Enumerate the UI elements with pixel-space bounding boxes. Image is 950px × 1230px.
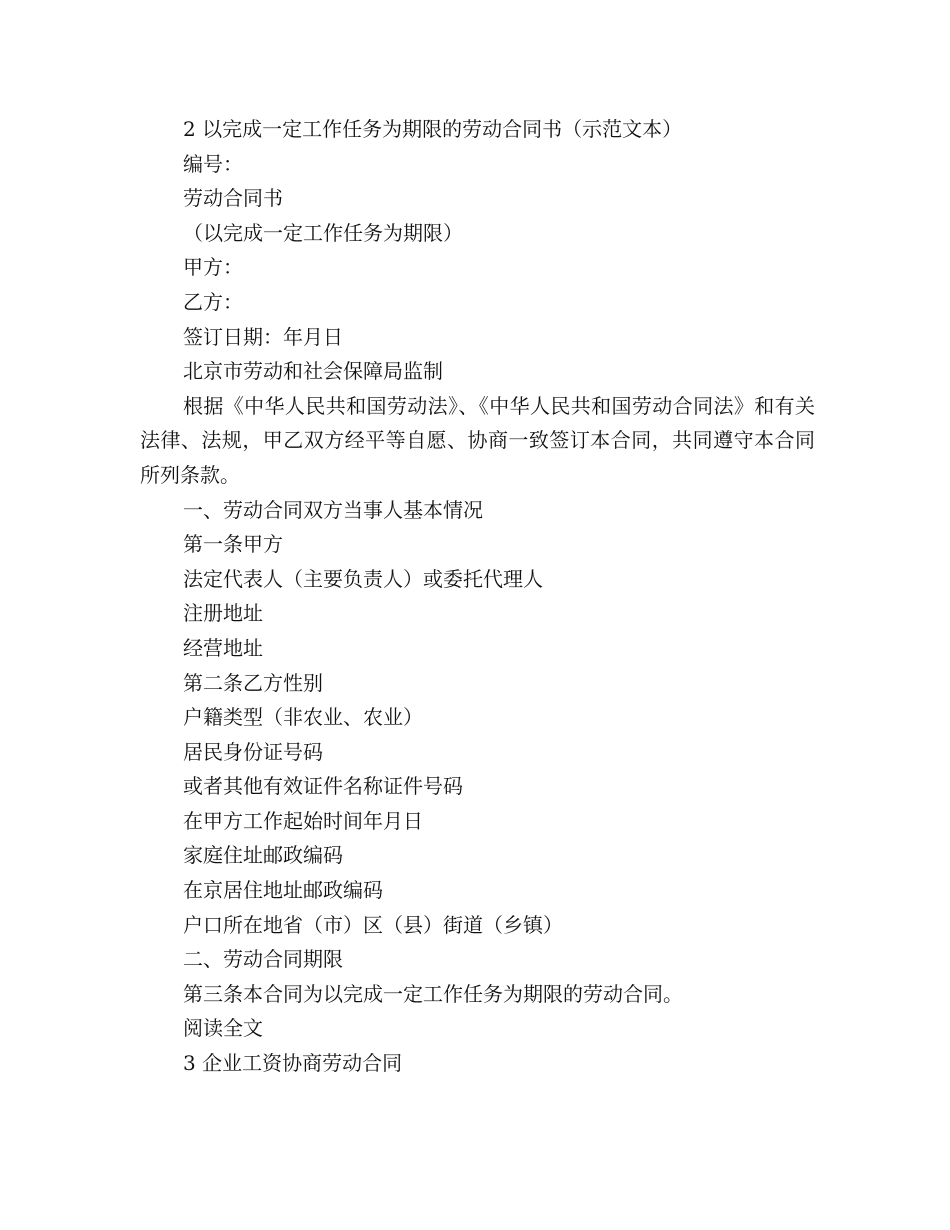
signing-date-label: 签订日期：年月日 — [183, 324, 343, 349]
read-more-row — [140, 1011, 815, 1046]
contract-heading: 劳动合同书 — [183, 186, 283, 211]
next-document-title: 3 企业工资协商劳动合同 — [183, 1051, 403, 1076]
section-1-heading: 一、劳动合同双方当事人基本情况 — [183, 497, 483, 522]
household-type-line: 户籍类型（非农业、农业） — [183, 705, 423, 730]
contract-number-label: 编号： — [183, 151, 243, 176]
read-more-link[interactable]: 阅读全文 — [183, 1016, 263, 1041]
section-2-heading: 二、劳动合同期限 — [183, 947, 343, 972]
intro-paragraph: 根据《中华人民共和国劳动法》、《中华人民共和国劳动合同法》和有关法律、法规，甲乙双方经平等自愿、协商一致签订本合同，共同遵守本合同所列条款。 — [140, 393, 815, 487]
party-b-label: 乙方： — [183, 289, 243, 314]
document-title: 2 以完成一定工作任务为期限的劳动合同书（示范文本） — [183, 117, 683, 141]
registered-address-line: 注册地址 — [183, 601, 263, 626]
id-number-line: 居民身份证号码 — [183, 739, 323, 764]
beijing-address-line: 在京居住地址邮政编码 — [183, 878, 383, 903]
party-a-label: 甲方： — [183, 255, 243, 280]
other-id-line: 或者其他有效证件名称证件号码 — [183, 774, 463, 799]
document-body — [140, 112, 815, 1081]
article-3-line: 第三条本合同为以完成一定工作任务为期限的劳动合同。 — [183, 981, 683, 1006]
article-2-party-b: 第二条乙方性别 — [183, 670, 323, 695]
contract-subheading: （以完成一定工作任务为期限） — [183, 220, 463, 245]
business-address-line: 经营地址 — [183, 635, 263, 660]
supervisor-line: 北京市劳动和社会保障局监制 — [183, 359, 443, 384]
hukou-location-line: 户口所在地省（市）区（县）街道（乡镇） — [183, 912, 563, 937]
legal-representative-line: 法定代表人（主要负责人）或委托代理人 — [183, 566, 543, 591]
home-address-line: 家庭住址邮政编码 — [183, 843, 343, 868]
article-1-party-a: 第一条甲方 — [183, 532, 283, 557]
start-date-line: 在甲方工作起始时间年月日 — [183, 808, 423, 833]
